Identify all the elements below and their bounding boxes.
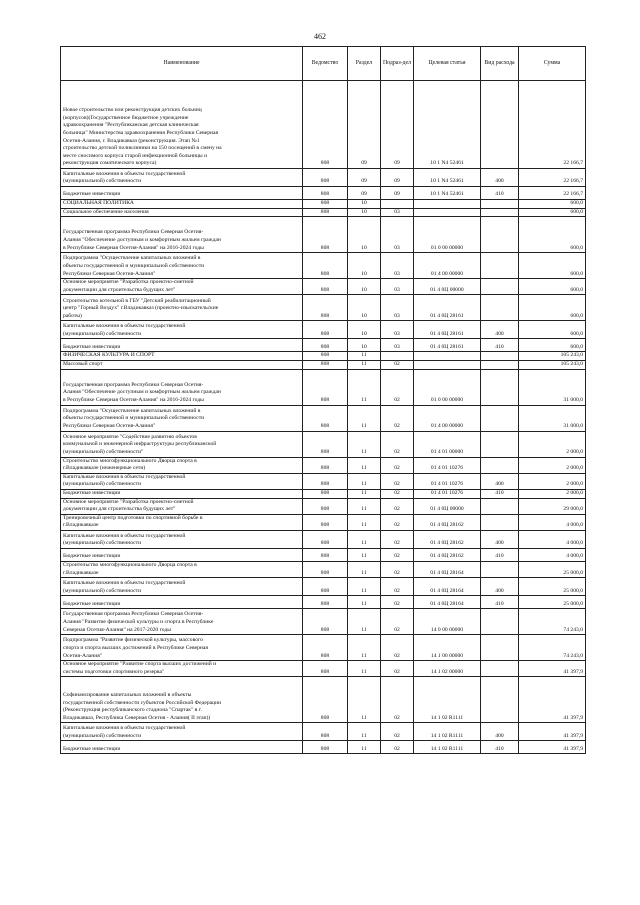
table-row [61, 561, 586, 577]
table-row [61, 369, 586, 405]
cell-subsection: 02 [381, 431, 414, 457]
cell-target: 14 1 02 00000 [414, 661, 481, 677]
cell-name: Основное мероприятие "Разработка проектно-сметной документации для строительства будущих лет" [61, 279, 303, 295]
cell-ministry: 808 [303, 279, 348, 295]
table-row [61, 635, 586, 661]
cell-expense-type: 410 [481, 548, 519, 561]
cell-amount: 600,0 [519, 279, 586, 295]
table-row [61, 208, 586, 217]
cell-subsection [381, 200, 414, 209]
cell-subsection: 02 [381, 473, 414, 489]
cell-name: Тренировочный центр подготовки по спортивной борьбе в г.Владикавказе [61, 514, 303, 530]
cell-name: Бюджетные инвестиции [61, 489, 303, 498]
table-row [61, 578, 586, 596]
cell-subsection: 02 [381, 561, 414, 577]
cell-amount: 74 243,0 [519, 635, 586, 661]
cell-subsection: 02 [381, 677, 414, 723]
cell-ministry: 808 [303, 360, 348, 369]
cell-name: Подпрограмма "Развитие физической культуры, массового спорта и спорта высших достижений в Республике Северная Осетия-Алания" [61, 635, 303, 661]
cell-section: 11 [348, 677, 381, 723]
cell-section: 11 [348, 596, 381, 609]
cell-ministry: 808 [303, 431, 348, 457]
cell-section: 11 [348, 498, 381, 514]
cell-name: Основное мероприятие "Развитие спорта высших достижений и системы подготовки спортивного резерва" [61, 661, 303, 677]
header-expense-type: Вид расхода [481, 47, 519, 81]
cell-subsection: 02 [381, 578, 414, 596]
cell-amount: 31 000,0 [519, 405, 586, 431]
cell-ministry: 808 [303, 530, 348, 548]
cell-target: 01 4 0Ц 28162 [414, 514, 481, 530]
cell-name: Капитальные вложения в объекты государственной (муниципальной) собственности [61, 169, 303, 187]
cell-target: 01 4 0Ц 28164 [414, 596, 481, 609]
cell-name: Капитальные вложения в объекты государственной (муниципальной) собственности [61, 723, 303, 741]
cell-target: 01 4 0Ц 28161 [414, 295, 481, 321]
cell-name: Капитальные вложения в объекты государственной (муниципальной) собственности [61, 530, 303, 548]
cell-section: 11 [348, 369, 381, 405]
cell-ministry: 808 [303, 473, 348, 489]
cell-subsection: 02 [381, 661, 414, 677]
cell-section: 11 [348, 661, 381, 677]
cell-target: 01 4 01 10276 [414, 489, 481, 498]
cell-amount: 600,0 [519, 295, 586, 321]
cell-amount: 600,0 [519, 217, 586, 253]
cell-amount: 25 000,0 [519, 596, 586, 609]
cell-subsection: 02 [381, 369, 414, 405]
cell-ministry: 808 [303, 339, 348, 352]
table-row [61, 81, 586, 169]
cell-amount: 600,0 [519, 339, 586, 352]
cell-section: 10 [348, 200, 381, 209]
cell-subsection: 03 [381, 208, 414, 217]
cell-target: 14 1 02 R1111 [414, 723, 481, 741]
cell-name: Капитальные вложения в объекты государственной (муниципальной) собственности [61, 578, 303, 596]
cell-amount: 4 000,0 [519, 530, 586, 548]
table-row [61, 339, 586, 352]
cell-expense-type: 410 [481, 339, 519, 352]
cell-ministry: 808 [303, 498, 348, 514]
cell-subsection: 02 [381, 457, 414, 473]
cell-name: Капитальные вложения в объекты государственной (муниципальной) собственности [61, 321, 303, 339]
cell-amount: 41 397,9 [519, 741, 586, 754]
cell-ministry: 808 [303, 321, 348, 339]
cell-section: 10 [348, 217, 381, 253]
cell-target: 14 0 00 00000 [414, 609, 481, 635]
cell-amount: 31 000,0 [519, 369, 586, 405]
cell-ministry: 808 [303, 217, 348, 253]
cell-expense-type [481, 635, 519, 661]
header-section: Раздел [348, 47, 381, 81]
cell-ministry: 808 [303, 352, 348, 361]
cell-amount: 2 000,0 [519, 473, 586, 489]
cell-subsection: 09 [381, 169, 414, 187]
cell-expense-type [481, 217, 519, 253]
cell-subsection: 03 [381, 217, 414, 253]
cell-subsection: 03 [381, 321, 414, 339]
cell-target: 01 4 01 10276 [414, 457, 481, 473]
table-row [61, 321, 586, 339]
cell-expense-type: 410 [481, 596, 519, 609]
cell-expense-type: 400 [481, 169, 519, 187]
cell-subsection: 02 [381, 596, 414, 609]
cell-section: 10 [348, 339, 381, 352]
cell-target: 01 4 0Ц 28161 [414, 321, 481, 339]
cell-expense-type: 410 [481, 489, 519, 498]
cell-expense-type: 400 [481, 530, 519, 548]
cell-amount: 4 000,0 [519, 548, 586, 561]
cell-section: 11 [348, 457, 381, 473]
cell-name: ФИЗИЧЕСКАЯ КУЛЬТУРА И СПОРТ [61, 352, 303, 361]
cell-section: 11 [348, 352, 381, 361]
cell-target: 01 4 0Ц 28161 [414, 339, 481, 352]
cell-ministry: 808 [303, 723, 348, 741]
cell-expense-type [481, 661, 519, 677]
cell-section: 10 [348, 295, 381, 321]
table-header-row [61, 47, 586, 81]
cell-amount: 2 000,0 [519, 489, 586, 498]
cell-target: 01 0 00 00000 [414, 217, 481, 253]
table-row [61, 169, 586, 187]
cell-amount: 22 166,7 [519, 169, 586, 187]
cell-amount: 29 000,0 [519, 498, 586, 514]
cell-name: Государственная программа Республики Северная Осетия- Алания "Развитие физической культуры и спорта в Республике Северная Осетия-Алания" на 2017-2020 годы [61, 609, 303, 635]
header-subsection: Подраз-дел [381, 47, 414, 81]
cell-expense-type: 400 [481, 473, 519, 489]
cell-expense-type [481, 561, 519, 577]
cell-section: 11 [348, 405, 381, 431]
table-row [61, 200, 586, 209]
cell-subsection: 03 [381, 295, 414, 321]
cell-target: 01 4 01 10276 [414, 473, 481, 489]
cell-target: 10 1 N4 52461 [414, 169, 481, 187]
cell-expense-type [481, 208, 519, 217]
cell-amount: 25 000,0 [519, 578, 586, 596]
cell-expense-type [481, 295, 519, 321]
cell-expense-type [481, 279, 519, 295]
cell-subsection: 02 [381, 514, 414, 530]
cell-ministry: 808 [303, 405, 348, 431]
cell-name: Софинансирование капитальных вложений в объекты государственной собственности субъектов Российской Федерации (Реконструкция республиканского стадиона "Спартак" в г. Владикавказ, Республика Северная Осетия - Алания( II этап)) [61, 677, 303, 723]
cell-subsection: 02 [381, 609, 414, 635]
cell-ministry: 808 [303, 596, 348, 609]
table-row [61, 253, 586, 279]
cell-subsection: 02 [381, 530, 414, 548]
cell-subsection: 02 [381, 360, 414, 369]
cell-subsection: 03 [381, 339, 414, 352]
table-row [61, 457, 586, 473]
cell-target: 01 4 0Ц 28164 [414, 578, 481, 596]
cell-target [414, 208, 481, 217]
cell-ministry: 808 [303, 489, 348, 498]
table-row [61, 741, 586, 754]
cell-name: Бюджетные инвестиции [61, 741, 303, 754]
cell-amount: 25 000,0 [519, 561, 586, 577]
cell-name: Строительство котельной в ГБУ "Детский реабилитационный центр "Горный Воздух" г.Владикавказ (проектно-изыскательские работы) [61, 295, 303, 321]
cell-target: 01 4 00 00000 [414, 405, 481, 431]
cell-section: 11 [348, 723, 381, 741]
cell-expense-type [481, 352, 519, 361]
cell-section: 11 [348, 741, 381, 754]
cell-target: 01 4 0Ц 28162 [414, 530, 481, 548]
table-row [61, 514, 586, 530]
cell-section: 11 [348, 530, 381, 548]
cell-ministry: 808 [303, 253, 348, 279]
page-number: 462 [314, 32, 326, 41]
table-row [61, 530, 586, 548]
cell-target: 01 4 0Ц 28164 [414, 561, 481, 577]
cell-expense-type [481, 609, 519, 635]
cell-subsection: 02 [381, 405, 414, 431]
cell-subsection: 02 [381, 498, 414, 514]
cell-expense-type [481, 369, 519, 405]
cell-ministry: 808 [303, 741, 348, 754]
cell-expense-type [481, 498, 519, 514]
table-row [61, 352, 586, 361]
header-target: Целевая статья [414, 47, 481, 81]
header-amount: Сумма [519, 47, 586, 81]
cell-amount: 41 397,9 [519, 677, 586, 723]
cell-target: 10 1 N4 52461 [414, 81, 481, 169]
cell-ministry: 808 [303, 369, 348, 405]
cell-ministry: 808 [303, 295, 348, 321]
cell-ministry: 808 [303, 635, 348, 661]
cell-ministry: 808 [303, 609, 348, 635]
cell-amount: 4 000,0 [519, 514, 586, 530]
table-row [61, 677, 586, 723]
table-row [61, 405, 586, 431]
cell-name: Основное мероприятие "Содействие развитию объектов коммунальной и инженерной инфраструктуры республиканской (муниципальной) собственности" [61, 431, 303, 457]
cell-amount: 41 397,9 [519, 723, 586, 741]
header-ministry: Ведомство [303, 47, 348, 81]
cell-section: 10 [348, 208, 381, 217]
cell-amount: 105 243,0 [519, 352, 586, 361]
cell-expense-type: 410 [481, 741, 519, 754]
cell-target [414, 200, 481, 209]
cell-subsection: 03 [381, 279, 414, 295]
cell-ministry: 808 [303, 548, 348, 561]
table-row [61, 498, 586, 514]
cell-subsection: 02 [381, 635, 414, 661]
cell-section: 11 [348, 360, 381, 369]
cell-section: 11 [348, 635, 381, 661]
cell-section: 09 [348, 81, 381, 169]
cell-section: 10 [348, 253, 381, 279]
cell-ministry: 808 [303, 677, 348, 723]
cell-target: 01 4 01 00000 [414, 431, 481, 457]
cell-section: 11 [348, 548, 381, 561]
cell-amount: 600,0 [519, 208, 586, 217]
cell-amount: 2 000,0 [519, 431, 586, 457]
table-row [61, 295, 586, 321]
table-row [61, 548, 586, 561]
cell-ministry: 808 [303, 208, 348, 217]
cell-name: Бюджетные инвестиции [61, 339, 303, 352]
cell-section: 11 [348, 578, 381, 596]
cell-name: Основное мероприятие "Разработка проектно-сметной документации для строительства будущих лет" [61, 498, 303, 514]
cell-target: 01 4 00 00000 [414, 253, 481, 279]
cell-target [414, 360, 481, 369]
cell-ministry: 808 [303, 169, 348, 187]
cell-section: 11 [348, 431, 381, 457]
table-row [61, 279, 586, 295]
cell-section: 11 [348, 473, 381, 489]
cell-target: 14 1 02 R1111 [414, 677, 481, 723]
cell-ministry: 808 [303, 514, 348, 530]
cell-section: 11 [348, 609, 381, 635]
cell-target: 10 1 N4 52461 [414, 187, 481, 200]
cell-expense-type [481, 431, 519, 457]
table-row [61, 360, 586, 369]
cell-name: Строительство многофункционального Дворца спорта в г.Владикавказе [61, 561, 303, 577]
cell-amount: 2 000,0 [519, 457, 586, 473]
cell-name: Государственная программа Республики Северная Осетия- Алания "Обеспечение доступным и комфортным жильем граждан в Республике Северная Осетия-Алания" на 2016-2024 годы [61, 369, 303, 405]
cell-expense-type [481, 457, 519, 473]
cell-amount: 600,0 [519, 200, 586, 209]
cell-expense-type: 400 [481, 723, 519, 741]
table-row [61, 473, 586, 489]
cell-ministry: 808 [303, 200, 348, 209]
table-row [61, 609, 586, 635]
cell-ministry: 808 [303, 578, 348, 596]
cell-subsection: 02 [381, 723, 414, 741]
cell-ministry: 808 [303, 561, 348, 577]
cell-amount: 22 166,7 [519, 187, 586, 200]
cell-subsection: 09 [381, 81, 414, 169]
cell-target: 01 4 0Ц 00000 [414, 279, 481, 295]
cell-name: Социальное обеспечение населения [61, 208, 303, 217]
table-row [61, 217, 586, 253]
cell-name: Бюджетные инвестиции [61, 596, 303, 609]
cell-expense-type [481, 81, 519, 169]
cell-amount: 600,0 [519, 321, 586, 339]
cell-section: 11 [348, 561, 381, 577]
cell-amount: 74 243,0 [519, 609, 586, 635]
cell-ministry: 808 [303, 187, 348, 200]
cell-name: Новое строительство или реконструкция детских больниц (корпусов)(Государственное бюджетное учреждение здравоохранения "Республиканская детская клиническая больница" Министерства здравоохранения Республики Северная Осетия-Алания, г. Владикавказ (реконструкция. Этап №1 строительство детской поликлиники на 150 посещений в смену на месте сносимого корпуса старой инфекционной больницы и реконструкция соматического корпуса) [61, 81, 303, 169]
table-body [61, 81, 586, 754]
budget-table [60, 46, 586, 754]
cell-subsection [381, 352, 414, 361]
cell-section: 09 [348, 187, 381, 200]
cell-subsection: 02 [381, 548, 414, 561]
cell-name: Подпрограмма "Осуществление капитальных вложений в объекты государственной и муниципальной собственности Республики Северная Осетия-Алания" [61, 405, 303, 431]
cell-target: 14 1 00 00000 [414, 635, 481, 661]
cell-expense-type [481, 200, 519, 209]
cell-amount: 22 166,7 [519, 81, 586, 169]
table-row [61, 596, 586, 609]
table-row [61, 723, 586, 741]
cell-target: 01 4 0Ц 00000 [414, 498, 481, 514]
cell-ministry: 808 [303, 81, 348, 169]
cell-name: Капитальные вложения в объекты государственной (муниципальной) собственности [61, 473, 303, 489]
cell-expense-type [481, 253, 519, 279]
cell-expense-type: 400 [481, 321, 519, 339]
cell-expense-type [481, 677, 519, 723]
table-row [61, 489, 586, 498]
cell-target: 14 1 02 R1111 [414, 741, 481, 754]
cell-section: 11 [348, 489, 381, 498]
cell-name: Строительство многофункционального Дворца спорта в г.Владикавказе (инженерные сети) [61, 457, 303, 473]
cell-name: Массовый спорт [61, 360, 303, 369]
cell-amount: 105 243,0 [519, 360, 586, 369]
table-row [61, 187, 586, 200]
cell-subsection: 03 [381, 253, 414, 279]
cell-name: Государственная программа Республики Северная Осетия- Алания "Обеспечение доступным и комфортным жильем граждан в Республике Северная Осетия-Алания" на 2016-2024 годы [61, 217, 303, 253]
header-name: Наименование [61, 47, 303, 81]
cell-expense-type: 410 [481, 187, 519, 200]
table-row [61, 661, 586, 677]
cell-subsection: 09 [381, 187, 414, 200]
cell-subsection: 02 [381, 489, 414, 498]
table-row [61, 431, 586, 457]
cell-expense-type [481, 514, 519, 530]
cell-amount: 600,0 [519, 253, 586, 279]
cell-amount: 41 397,9 [519, 661, 586, 677]
cell-expense-type: 400 [481, 578, 519, 596]
cell-subsection: 02 [381, 741, 414, 754]
cell-expense-type [481, 360, 519, 369]
cell-section: 11 [348, 514, 381, 530]
cell-name: СОЦИАЛЬНАЯ ПОЛИТИКА [61, 200, 303, 209]
cell-target: 01 4 0Ц 28162 [414, 548, 481, 561]
cell-name: Бюджетные инвестиции [61, 187, 303, 200]
cell-target: 01 0 00 00000 [414, 369, 481, 405]
cell-section: 10 [348, 279, 381, 295]
cell-name: Бюджетные инвестиции [61, 548, 303, 561]
cell-name: Подпрограмма "Осуществление капитальных вложений в объекты государственной и муниципальной собственности Республики Северная Осетия-Алания" [61, 253, 303, 279]
cell-ministry: 808 [303, 457, 348, 473]
cell-target [414, 352, 481, 361]
cell-section: 09 [348, 169, 381, 187]
cell-ministry: 808 [303, 661, 348, 677]
cell-section: 10 [348, 321, 381, 339]
cell-expense-type [481, 405, 519, 431]
